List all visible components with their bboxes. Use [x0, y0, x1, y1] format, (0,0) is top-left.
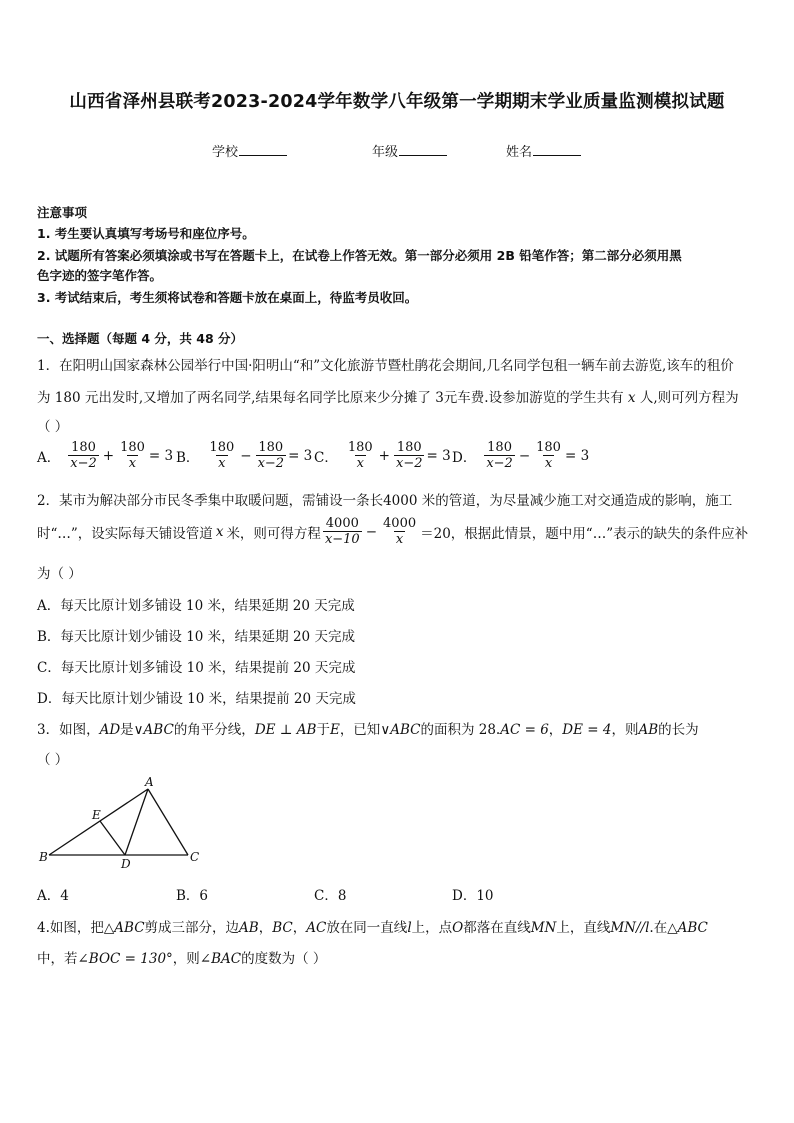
side-ac [148, 789, 188, 855]
grade-field: 年级 [372, 141, 447, 160]
q1-line1: 1．在阳明山国家森林公园举行中国·阳明山“和”文化旅游节暨杜鹃花会期间,几名同学包租一辆车前去游览,该车的租价 [37, 358, 734, 374]
q3-line1: 3．如图，AD是∨ABC的角平分线，DE ⊥ AB于E，已知∨ABC的面积为 28.AC = 6，DE = 4，则AB的长为 [37, 722, 699, 738]
q2-option-d[interactable]: D．每天比原计划少铺设 10 米，结果提前 20 天完成 [37, 691, 356, 707]
q3-option-a[interactable]: A．4 [37, 888, 69, 904]
q3-paren: （ ） [37, 752, 69, 768]
q1-option-d[interactable]: D． $\frac{180}{x-2}$ − $\frac{180}{x}$ = 3 [452, 440, 590, 471]
name-field: 姓名 [506, 141, 581, 160]
q2-line3: 为（ ） [37, 566, 82, 582]
name-blank [533, 143, 581, 156]
q2-line1: 2．某市为解决部分市民冬季集中取暖问题，需铺设一条长4000 米的管道，为尽量减少施工对交通造成的影响，施工 [37, 493, 733, 509]
notes-heading: 注意事项 [37, 205, 88, 220]
label-a: A [145, 775, 154, 789]
label-b: B [39, 850, 48, 864]
section-heading: 一、选择题（每题 4 分，共 48 分） [37, 331, 244, 346]
note-item: 色字迹的签字笔作答。 [37, 268, 163, 283]
q3-option-c[interactable]: C．8 [314, 888, 347, 904]
grade-blank [399, 143, 447, 156]
segment-de [100, 821, 125, 855]
school-field: 学校 [212, 141, 287, 160]
q3-option-d[interactable]: D．10 [452, 888, 494, 904]
q1-option-a[interactable]: A． $\frac{180}{x-2}$ + $\frac{180}{x}$ = 3 [37, 440, 174, 471]
q1-paren: （ ） [37, 419, 69, 435]
label-c: C [190, 850, 200, 864]
label-d: D [121, 857, 131, 870]
q2-option-b[interactable]: B．每天比原计划少铺设 10 米，结果延期 20 天完成 [37, 629, 355, 645]
label-e: E [92, 808, 101, 822]
q3-option-b[interactable]: B．6 [176, 888, 209, 904]
q4-line1: 4.如图，把△ABC剪成三部分，边AB，BC，AC放在同一直线l上，点O都落在直线MN上，直线MN//l.在△ABC [37, 920, 708, 936]
note-item: 1. 考生要认真填写考场号和座位序号。 [37, 226, 255, 241]
q1-line2: 为 180 元出发时,又增加了两名同学,结果每名同学比原来少分摊了 3元车费.设参加游览的学生共有 x 人,则可列方程为 [37, 390, 739, 406]
q2-line2: 时“…”，设实际每天铺设管道 x 米，则可得方程 $\frac{4000}{x-10}$ − $\frac{4000}{x}$ ＝20，根据此情景，题中用“…”表示的缺失的条件应补 [37, 516, 749, 547]
school-blank [239, 143, 287, 156]
triangle-figure [37, 775, 207, 870]
q1-option-c[interactable]: C． $\frac{180}{x}$ + $\frac{180}{x-2}$ = 3 [314, 440, 451, 471]
q1-option-b[interactable]: B． $\frac{180}{x}$ − $\frac{180}{x-2}$ = 3 [176, 440, 313, 471]
side-ba [49, 789, 148, 855]
page-title: 山西省泽州县联考2023-2024学年数学八年级第一学期期末学业质量监测模拟试题 [69, 92, 725, 112]
q2-option-c[interactable]: C．每天比原计划多铺设 10 米，结果提前 20 天完成 [37, 660, 356, 676]
note-item: 3. 考试结束后，考生须将试卷和答题卡放在桌面上，待监考员收回。 [37, 290, 418, 305]
q2-option-a[interactable]: A．每天比原计划多铺设 10 米，结果延期 20 天完成 [37, 598, 355, 614]
q4-line2: 中，若∠BOC = 130°，则∠BAC的度数为（ ） [37, 951, 327, 967]
note-item: 2. 试题所有答案必须填涂或书写在答题卡上，在试卷上作答无效。第一部分必须用 2B 铅笔作答；第二部分必须用黑 [37, 248, 682, 263]
segment-ad [125, 789, 148, 855]
